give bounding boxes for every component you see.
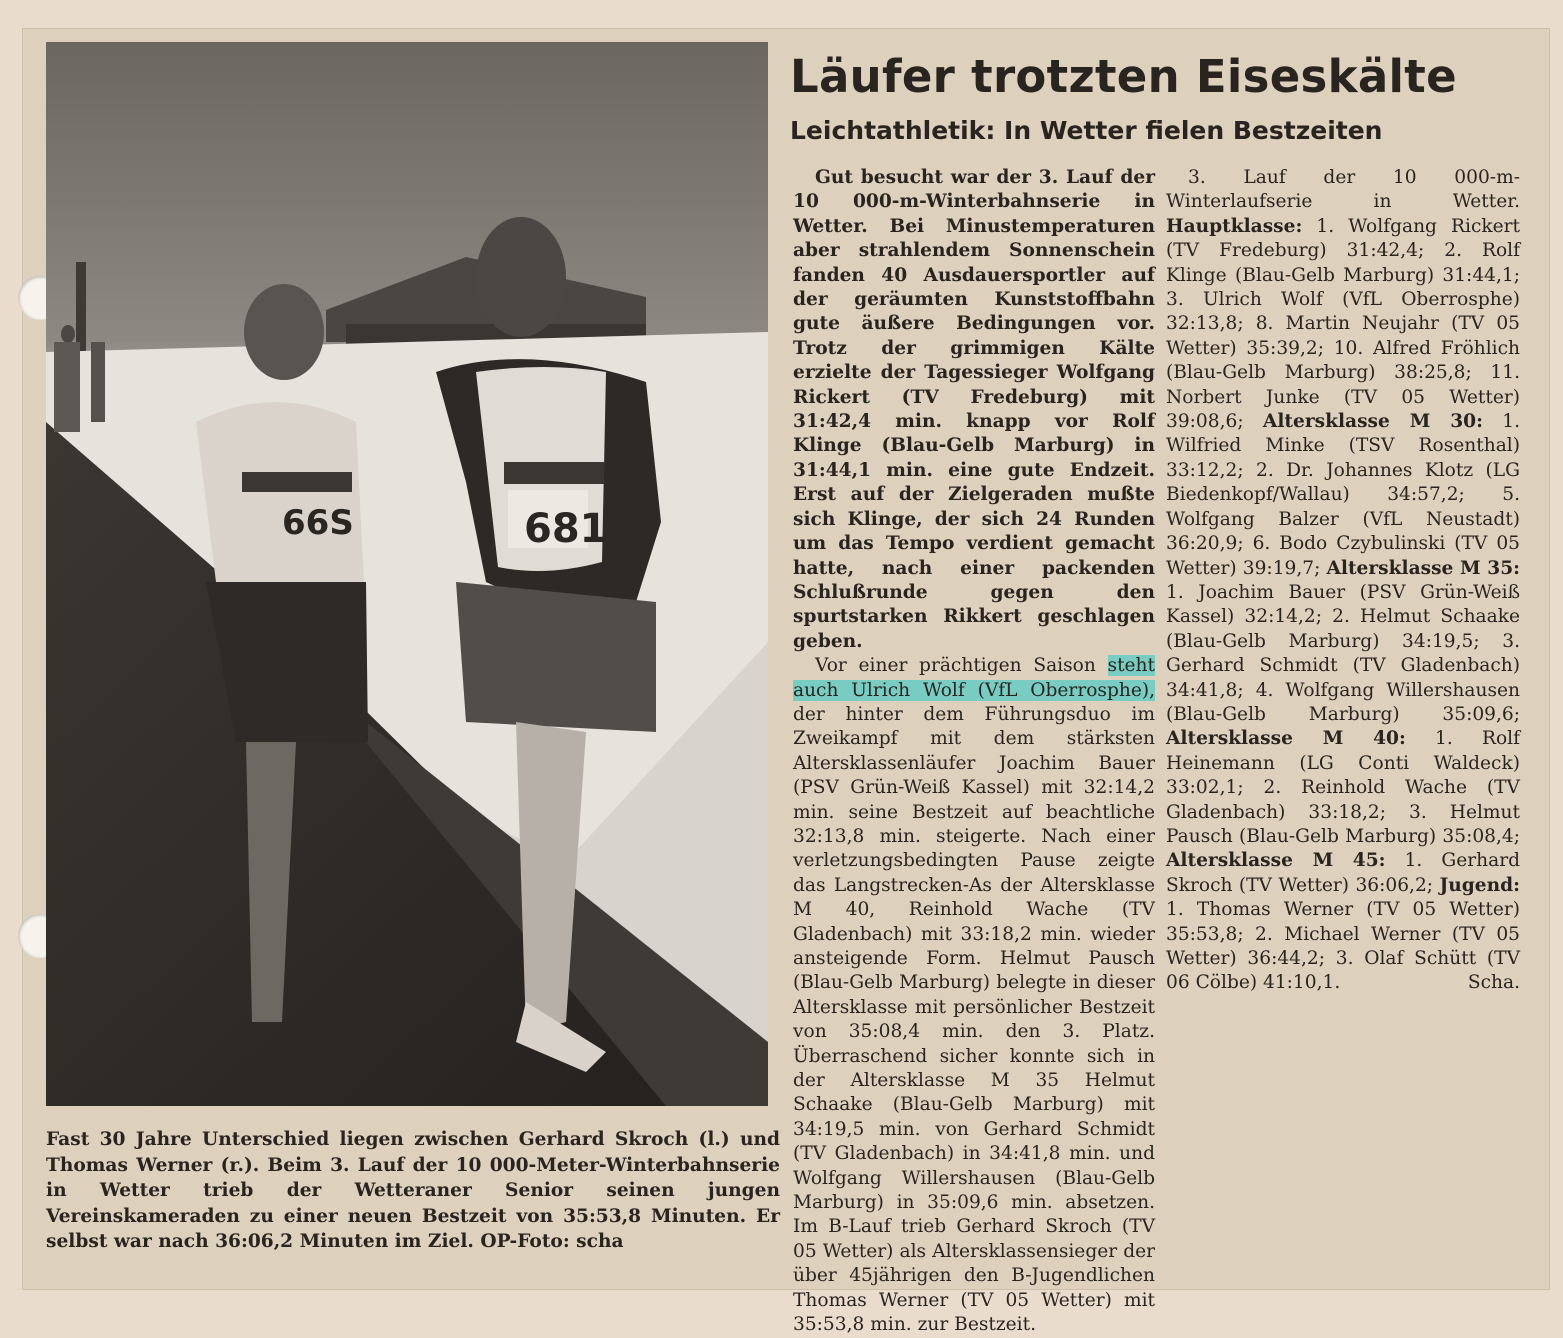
body-text: der hinter dem Führungsduo im Zweikampf mit dem stärksten Altersklassenläufer Joachim Bauer (PSV Grün-Weiß Kassel) mit 32:14,2 min. seine Bestzeit auf beachtliche 32:13,8 min. steigerte. Nach einer verletzungsbedingten Pause zeigte das Langstrecken-As der Altersklasse M 40, Reinhold Wache (TV Gladenbach) mit 33:18,2 min. wieder ansteigende Form. Helmut Pausch (Blau-Gelb Marburg) belegte in dieser Altersklasse mit persönlicher Bestzeit von 35:08,4 min. den 3. Platz. Überraschend sicher konnte sich in der Altersklasse M 35 Helmut Schaake (Blau-Gelb Marburg) mit 34:19,5 min. von Gerhard Schmidt (TV Gladenbach) in 34:41,8 min. und Wolfgang Willershausen (Blau-Gelb Marburg) in 35:09,6 min. absetzen. Im B-Lauf trieb Gerhard Skroch (TV 05 Wetter) als Altersklassensieger der über 45jährigen den B-Jugendlichen Thomas Werner (TV 05 Wetter) mit 35:53,8 min. zur Bestzeit. xyxy=(793,703,1155,1336)
class-results: 1. Thomas Werner (TV 05 Wetter) 35:53,8; 2. Michael Werner (TV 05 Wetter) 36:44,2; 3. Olaf Schütt (TV 06 Cölbe) 41:10,1. xyxy=(1166,899,1520,994)
results-paragraph xyxy=(1166,166,1520,996)
bib-number-left: 66S xyxy=(282,503,354,543)
class-heading: Altersklasse M 45: xyxy=(1166,850,1386,872)
lead-paragraph: Gut besucht war der 3. Lauf der 10 000-m-Winterbahnserie in Wetter. Bei Minustemperaturen aber strahlendem Sonnenschein fanden 40 Ausdauersportler auf der geräumten Kunststoffbahn gute äußere Bedingungen vor. Trotz der grimmigen Kälte erzielte der Tagessieger Wolfgang Rickert (TV Fredeburg) mit 31:42,4 min. knapp vor Rolf Klinge (Blau-Gelb Marburg) in 31:44,1 min. eine gute Endzeit. Erst auf der Zielgeraden mußte sich Klinge, der sich 24 Runden um das Tempo verdient gemacht hatte, nach einer packenden Schlußrunde gegen den spurtstarken Rikkert geschlagen geben. xyxy=(793,167,1155,652)
class-heading: Altersklasse M 30: xyxy=(1262,411,1483,433)
body-paragraph xyxy=(793,654,1155,1337)
results-intro: 3. Lauf der 10 000-m-Winterlaufserie in Wetter. xyxy=(1166,167,1520,213)
author-signature: Scha. xyxy=(1467,972,1520,994)
class-results: 1. Wilfried Minke (TSV Rosenthal) 33:12,2; 2. Dr. Johannes Klotz (LG Biedenkopf/Wallau) 34:57,2; 5. Wolfgang Balzer (VfL Neustadt) 36:20,9; 6. Bodo Czybulinski (TV 05 Wetter) 39:19,7; xyxy=(1166,411,1521,579)
headline: Läufer trotzten Eiseskälte xyxy=(790,50,1457,103)
photo-caption: Fast 30 Jahre Unterschied liegen zwischen Gerhard Skroch (l.) und Thomas Werner (r.). Beim 3. Lauf der 10 000-Meter-Winterbahnserie in Wetter trieb der Wetteraner Senior seinen jungen Vereinskameraden zu einer neuen Bestzeit von 35:53,8 Minuten. Er selbst war nach 36:06,2 Minuten im Ziel. OP-Foto: scha xyxy=(46,1129,780,1252)
body-text: Vor einer prächtigen Saison xyxy=(815,655,1108,677)
class-results: 1. Gerhard Skroch (TV Wetter) 36:06,2; xyxy=(1166,850,1520,896)
subheadline: Leichtathletik: In Wetter fielen Bestzeiten xyxy=(790,116,1383,145)
class-heading: Altersklasse M 40: xyxy=(1166,728,1406,750)
class-results: 1. Joachim Bauer (PSV Grün-Weiß Kassel) 32:14,2; 2. Helmut Schaake (Blau-Gelb Marburg) 34:19,5; 3. Gerhard Schmidt (TV Gladenbach) 34:41,8; 4. Wolfgang Willershausen (Blau-Gelb Marburg) 35:09,6; xyxy=(1166,581,1520,725)
class-heading: Hauptklasse: xyxy=(1166,215,1303,237)
class-heading: Jugend: xyxy=(1439,874,1520,896)
highlighted-text: steht auch Ulrich Wolf (VfL Oberrosphe), xyxy=(793,655,1155,701)
article-column-1 xyxy=(793,166,1155,1338)
class-results: 1. Wolfgang Rickert (TV Fredeburg) 31:42,4; 2. Rolf Klinge (Blau-Gelb Marburg) 31:44,1; 3. Ulrich Wolf (VfL Oberrosphe) 32:13,8; 8. Martin Neujahr (TV 05 Wetter) 35:39,2; 10. Alfred Fröhlich (Blau-Gelb Marburg) 38:25,8; 11. Norbert Junke (TV 05 Wetter) 39:08,6; xyxy=(1166,215,1520,433)
class-results: 1. Rolf Heinemann (LG Conti Waldeck) 33:02,1; 2. Reinhold Wache (TV Gladenbach) 33:18,2; 3. Helmut Pausch (Blau-Gelb Marburg) 35:08,4; xyxy=(1166,728,1520,847)
article-column-2 xyxy=(1166,166,1520,996)
runners-photo xyxy=(46,42,768,1106)
class-heading: Altersklasse M 35: xyxy=(1326,557,1520,579)
bib-number-right: 681 xyxy=(524,506,608,552)
